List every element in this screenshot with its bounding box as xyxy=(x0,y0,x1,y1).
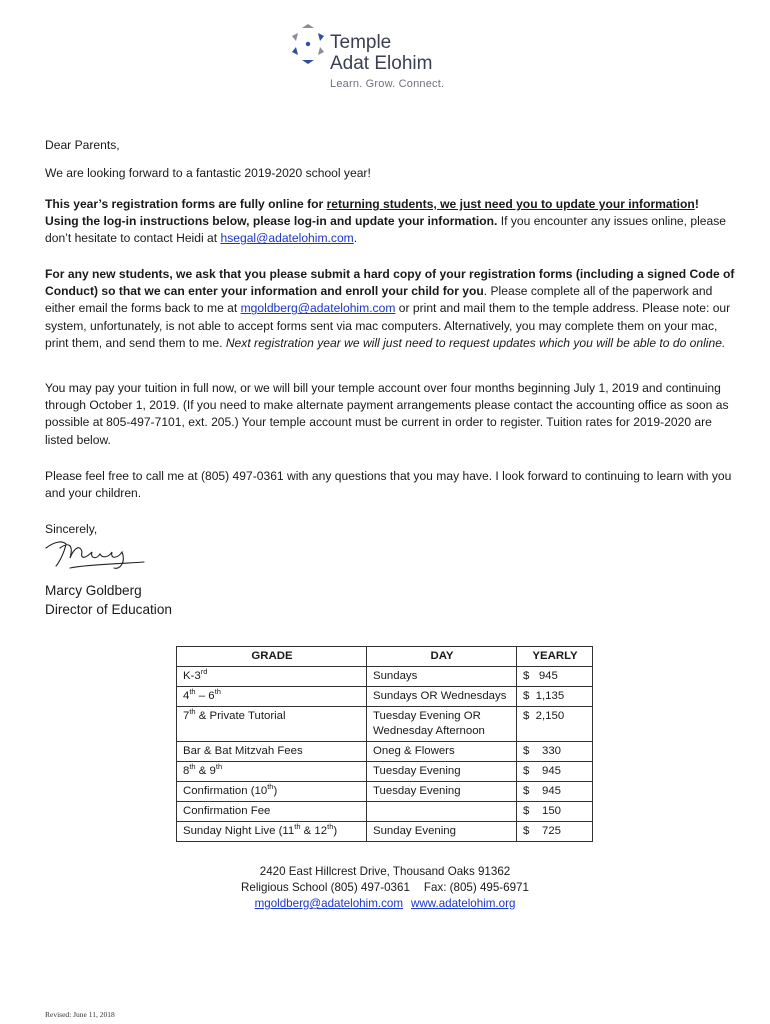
header-grade: GRADE xyxy=(177,647,367,667)
table-row xyxy=(177,707,593,742)
amount-cell: $ 725 xyxy=(517,822,593,842)
grade-cell: 4th – 6th xyxy=(177,687,367,707)
amount-cell: $ 945 xyxy=(517,667,593,687)
contact-paragraph: Please feel free to call me at (805) 497-0361 with any questions that you may have. I look forward to continuing to learn with you and your children. xyxy=(45,469,732,501)
marcy-email-link[interactable]: mgoldberg@adatelohim.com xyxy=(240,301,396,316)
table-row xyxy=(177,742,593,762)
amount-cell: $ 945 xyxy=(517,782,593,802)
grade-cell: Confirmation Fee xyxy=(177,802,367,822)
greeting: Dear Parents, xyxy=(45,138,120,152)
day-cell: Tuesday Evening OR Wednesday Afternoon xyxy=(367,707,517,742)
day-cell: Sunday Evening xyxy=(367,822,517,842)
header-day: DAY xyxy=(367,647,517,667)
amount-cell: $ 330 xyxy=(517,742,593,762)
amount-cell: $ 945 xyxy=(517,762,593,782)
header-yearly: YEARLY xyxy=(517,647,593,667)
day-cell: Sundays xyxy=(367,667,517,687)
amount-cell: $ 1,135 xyxy=(517,687,593,707)
p1-plain: If you encounter any issues online, please don’t hesitate to contact Heidi at xyxy=(45,214,727,246)
tuition-paragraph: You may pay your tuition in full now, or we will bill your temple account over four months beginning July 1, 2019 and continuing through October 1, 2019. (If you need to make alternate payment arrangements please contact the accounting office as soon as possible at 805-497-7101, ext. 205.) Your temple account must be current in order to register. Tuition rates for 2019-2020 are listed below. xyxy=(45,381,729,447)
table-body xyxy=(177,667,593,842)
closing: Sincerely, xyxy=(45,522,98,536)
tuition-table xyxy=(176,646,593,842)
p1-bold-underline: returning students, we just need you to update your information xyxy=(326,197,695,211)
grade-cell: Sunday Night Live (11th & 12th) xyxy=(177,822,367,842)
footer-address: 2420 East Hillcrest Drive, Thousand Oaks 91362 xyxy=(259,865,511,878)
grade-cell: Bar & Bat Mitzvah Fees xyxy=(177,742,367,762)
p1-bold-b: ! Using the log-in instructions below, please log-in and update your information. xyxy=(45,197,699,229)
grade-cell: Confirmation (10th) xyxy=(177,782,367,802)
table-row xyxy=(177,687,593,707)
logo-line2: Adat Elohim xyxy=(330,53,433,74)
grade-cell: 8th & 9th xyxy=(177,762,367,782)
logo-name xyxy=(330,32,432,74)
amount-cell: $ 150 xyxy=(517,802,593,822)
footer xyxy=(0,864,770,912)
footer-phones xyxy=(0,880,770,896)
footer-email-link[interactable]: mgoldberg@adatelohim.com xyxy=(254,897,403,910)
grade-cell: 7th & Private Tutorial xyxy=(177,707,367,742)
day-cell: Sundays OR Wednesdays xyxy=(367,687,517,707)
table-row xyxy=(177,762,593,782)
table-row xyxy=(177,782,593,802)
logo-tagline: Learn. Grow. Connect. xyxy=(330,78,445,90)
signer-name: Marcy Goldberg xyxy=(45,583,142,598)
amount-cell: $ 2,150 xyxy=(517,707,593,742)
day-cell: Tuesday Evening xyxy=(367,782,517,802)
p2-plain-b: or print and mail them to the temple address. Please note: our system, unfortunately, is not able to accept forms sent via mac computers. Alternatively, you may complete them on your mac, print them, and send them to me. xyxy=(45,301,731,350)
new-students-paragraph xyxy=(45,266,735,352)
p1-end: . xyxy=(353,231,358,246)
p1-bold-a: This year’s registration forms are fully online for xyxy=(45,197,327,211)
day-cell: Tuesday Evening xyxy=(367,762,517,782)
temple-logo xyxy=(288,22,468,94)
logo-line1: Temple xyxy=(330,32,392,53)
footer-fax: Fax: (805) 495-6971 xyxy=(423,881,529,894)
p2-bold: For any new students, we ask that you please submit a hard copy of your registration forms (including a signed Code of Conduct) so that we can enter your information and enroll your child for you xyxy=(45,267,735,299)
heidi-email-link[interactable]: hsegal@adatelohim.com xyxy=(220,231,354,246)
grade-cell: K-3rd xyxy=(177,667,367,687)
footer-school-phone: Religious School (805) 497-0361 xyxy=(241,881,410,894)
footer-website-link[interactable]: www.adatelohim.org xyxy=(411,897,516,910)
table-row xyxy=(177,667,593,687)
day-cell: Oneg & Flowers xyxy=(367,742,517,762)
p2-italic: Next registration year we will just need to request updates which you will be able to do online. xyxy=(225,335,726,350)
intro-paragraph: We are looking forward to a fantastic 2019-2020 school year! xyxy=(45,166,371,180)
handwritten-signature xyxy=(40,534,150,574)
revised-date: Revised: June 11, 2018 xyxy=(45,1010,115,1019)
p2-plain-a: . Please complete all of the paperwork and either email the forms back to me at xyxy=(45,284,713,316)
returning-students-paragraph xyxy=(45,196,735,248)
signer-title: Director of Education xyxy=(45,602,172,617)
day-cell xyxy=(367,802,517,822)
table-row xyxy=(177,822,593,842)
table-header-row xyxy=(177,647,593,667)
table-row xyxy=(177,802,593,822)
footer-links xyxy=(0,896,770,912)
star-of-david-icon xyxy=(288,24,328,68)
